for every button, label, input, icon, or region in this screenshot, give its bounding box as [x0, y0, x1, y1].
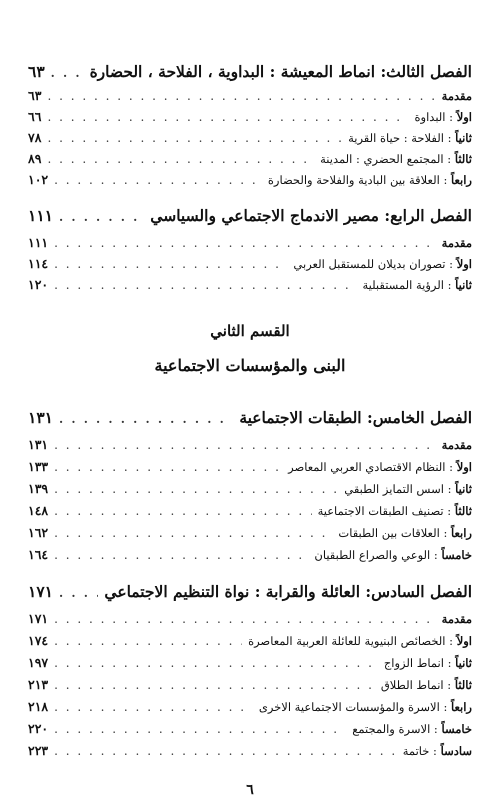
- toc-entry: [28, 699, 472, 714]
- entry-prefix: رابعاً: [450, 700, 472, 714]
- page-number: ٦٣: [28, 88, 42, 103]
- toc-entry: [28, 547, 472, 562]
- toc-entry: [28, 256, 472, 271]
- dot-leader: [47, 89, 435, 103]
- entry-prefix: مقدمة: [441, 89, 472, 103]
- page-number: ١٧٤: [28, 633, 49, 648]
- dot-leader: [47, 131, 342, 145]
- page-number: ١٤٨: [28, 503, 49, 518]
- entry-text: : اسس التمايز الطبقي: [344, 482, 452, 496]
- page-number: ١١٤: [28, 256, 49, 271]
- dot-leader: [54, 678, 375, 692]
- entry-text: : الاسرة والمجتمع: [352, 722, 438, 736]
- entry-prefix: خامساً: [441, 548, 472, 562]
- entry-text: : العلاقات بين الطبقات: [338, 526, 448, 540]
- entry-text: : خاتمة: [402, 744, 437, 758]
- entry-text: : العلاقة بين البادية والفلاحة والحضارة: [267, 173, 448, 187]
- entry-prefix: ثالثاً: [454, 504, 472, 518]
- page-number: ٦٣: [28, 62, 45, 81]
- entry-text: : تصنيف الطبقات الاجتماعية: [317, 504, 452, 518]
- dot-leader: [54, 504, 311, 518]
- entry-prefix: اولاً: [456, 634, 472, 648]
- dot-leader: [54, 526, 332, 540]
- dot-leader: [54, 548, 308, 562]
- toc-entry: [28, 459, 472, 474]
- dot-leader: [54, 173, 262, 187]
- footer-page-number: ٦: [246, 782, 254, 798]
- dot-leader: [51, 66, 84, 80]
- chapter-title: الفصل الخامس: الطبقات الاجتماعية: [239, 408, 472, 427]
- dot-leader: [54, 278, 356, 292]
- toc-entry: [28, 677, 472, 692]
- entry-text: : الرؤية المستقبلية: [362, 278, 452, 292]
- dot-leader: [47, 152, 314, 166]
- toc-entry: [28, 277, 472, 292]
- page-number: ٨٩: [28, 151, 42, 166]
- part-title: القسم الثاني: [210, 322, 290, 340]
- toc-entry: [28, 481, 472, 496]
- dot-leader: [59, 412, 233, 426]
- dot-leader: [54, 744, 397, 758]
- entry-text: : البداوة: [414, 110, 454, 124]
- entry-prefix: سادساً: [440, 744, 472, 758]
- dot-leader: [54, 722, 346, 736]
- entry-prefix: ثانياً: [455, 656, 472, 670]
- part-subtitle: البنى والمؤسسات الاجتماعية: [154, 356, 346, 375]
- entry-prefix: خامساً: [441, 722, 472, 736]
- toc-entry: [28, 503, 472, 518]
- page-number: ١١١: [28, 206, 53, 225]
- toc-entry: [28, 655, 472, 670]
- dot-leader: [54, 656, 378, 670]
- page-number: ١٣٩: [28, 481, 49, 496]
- entry-prefix: مقدمة: [441, 438, 472, 452]
- toc-entry: [28, 611, 472, 626]
- page-number: ٢٢٣: [28, 743, 49, 758]
- entry-prefix: ثانياً: [455, 482, 472, 496]
- page-number: ٢١٣: [28, 677, 49, 692]
- toc-entry: [28, 721, 472, 736]
- dot-leader: [54, 700, 253, 714]
- page-number: ١٦٤: [28, 547, 49, 562]
- entry-text: : تصوران بديلان للمستقبل العربي: [293, 257, 454, 271]
- toc-entry: [28, 633, 472, 648]
- page-number: ٢١٨: [28, 699, 49, 714]
- toc-entry: [28, 172, 472, 187]
- toc-entry: [28, 743, 472, 758]
- dot-leader: [54, 460, 282, 474]
- entry-text: : الاسرة والمؤسسات الاجتماعية الاخرى: [258, 700, 448, 714]
- entry-prefix: اولاً: [456, 257, 472, 271]
- page-number: ١٣١: [28, 408, 53, 427]
- page-number: ٧٨: [28, 130, 42, 145]
- chapter-heading: [28, 62, 472, 81]
- dot-leader: [54, 612, 436, 626]
- page-number: ١١١: [28, 235, 49, 250]
- toc-entry: [28, 88, 472, 103]
- dot-leader: [54, 482, 338, 496]
- page-number: ١٢٠: [28, 277, 49, 292]
- chapter-heading: [28, 582, 472, 601]
- page-number: ١٣٣: [28, 459, 49, 474]
- dot-leader: [59, 586, 98, 600]
- entry-prefix: رابعاً: [450, 173, 472, 187]
- dot-leader: [47, 110, 408, 124]
- chapter-heading: [28, 206, 472, 225]
- entry-text: : الخصائص البنيوية للعائلة العربية المعاصرة: [248, 634, 454, 648]
- entry-text: : المجتمع الحضري : المدينة: [320, 152, 452, 166]
- chapter-title: الفصل السادس: العائلة والقرابة : نواة التنظيم الاجتماعي: [104, 582, 472, 601]
- chapter-title: الفصل الرابع: مصير الاندماج الاجتماعي والسياسي: [150, 206, 472, 225]
- page-number: ١٧١: [28, 582, 53, 601]
- page-number: ١٦٢: [28, 525, 49, 540]
- entry-prefix: ثانياً: [455, 131, 472, 145]
- page-number: ٦٦: [28, 109, 42, 124]
- toc-entry: [28, 437, 472, 452]
- dot-leader: [59, 210, 144, 224]
- toc-entry: [28, 109, 472, 124]
- entry-prefix: اولاً: [456, 110, 472, 124]
- chapter-title: الفصل الثالث: انماط المعيشة : البداوية ، الفلاحة ، الحضارة: [89, 62, 472, 81]
- entry-prefix: مقدمة: [441, 612, 472, 626]
- dot-leader: [54, 257, 287, 271]
- page-number: ١٠٢: [28, 172, 49, 187]
- entry-text: : الوعي والصراع الطبقيان: [314, 548, 438, 562]
- toc-entry: [28, 235, 472, 250]
- entry-prefix: ثانياً: [455, 278, 472, 292]
- toc-entry: [28, 130, 472, 145]
- entry-prefix: ثالثاً: [454, 152, 472, 166]
- entry-prefix: مقدمة: [441, 236, 472, 250]
- dot-leader: [54, 438, 436, 452]
- dot-leader: [54, 634, 242, 648]
- page-number: ١٧١: [28, 611, 49, 626]
- entry-prefix: ثالثاً: [454, 678, 472, 692]
- entry-prefix: اولاً: [456, 460, 472, 474]
- entry-text: : النظام الاقتصادي العربي المعاصر: [288, 460, 454, 474]
- entry-prefix: رابعاً: [450, 526, 472, 540]
- page-number: ١٩٧: [28, 655, 49, 670]
- chapter-heading: [28, 408, 472, 427]
- toc-entry: [28, 151, 472, 166]
- page-number: ١٣١: [28, 437, 49, 452]
- dot-leader: [54, 236, 436, 250]
- toc-entry: [28, 525, 472, 540]
- entry-text: : انماط الزواج: [383, 656, 452, 670]
- entry-text: : انماط الطلاق: [380, 678, 452, 692]
- page-number: ٢٢٠: [28, 721, 49, 736]
- entry-text: : الفلاحة : حياة القرية: [348, 131, 452, 145]
